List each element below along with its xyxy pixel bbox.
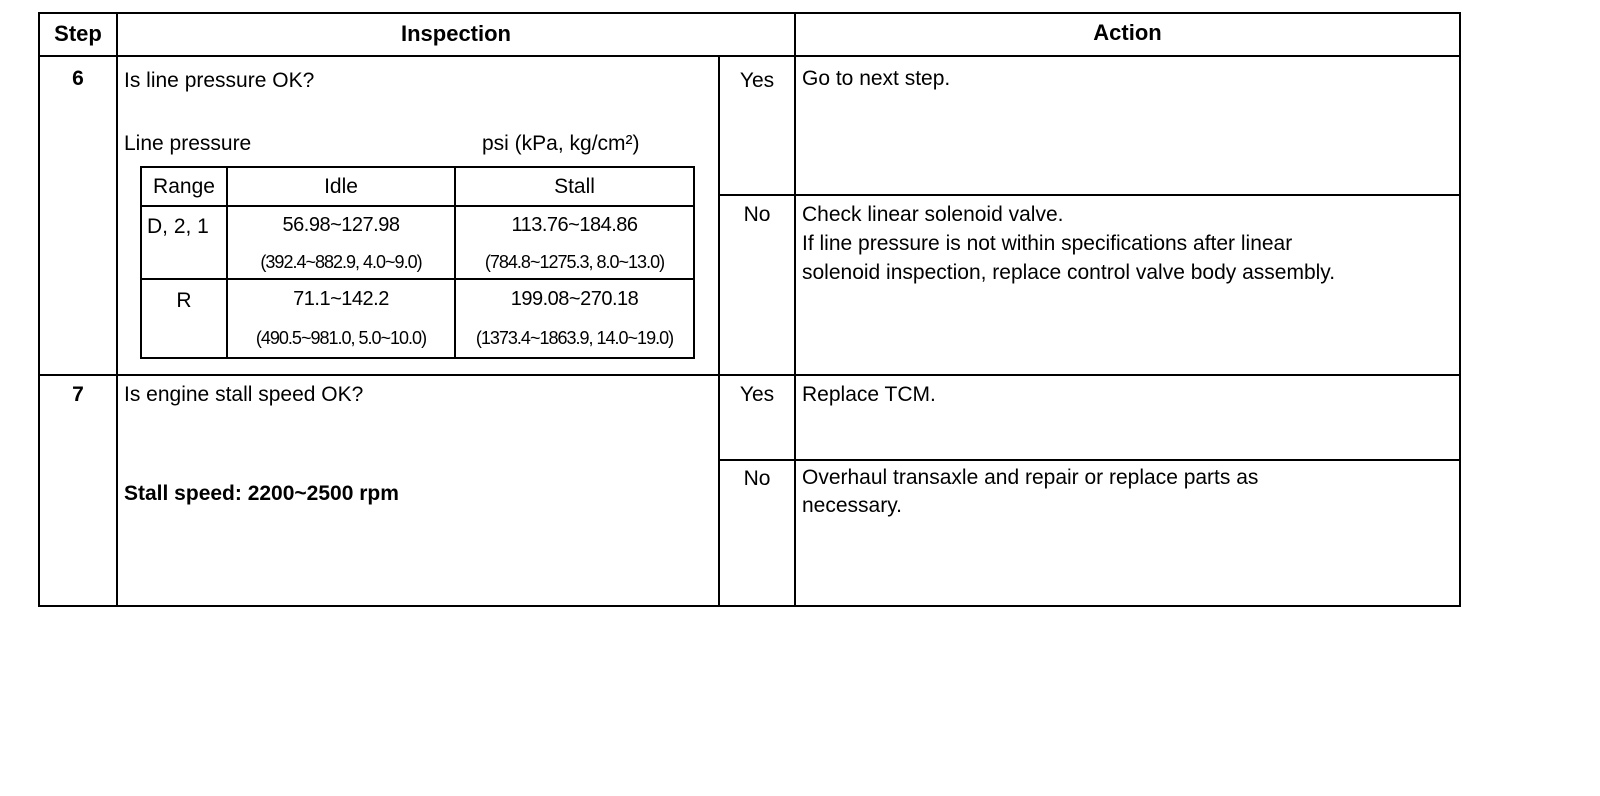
yes-label: Yes xyxy=(739,69,775,92)
subtable-idle-value: 56.98~127.98 xyxy=(282,214,400,236)
yesno-column-divider xyxy=(718,56,720,607)
header-bottom-border xyxy=(38,55,1461,57)
subtable-header-stall: Stall xyxy=(554,175,595,198)
subtable-stall-metric: (784.8~1275.3, 8.0~13.0) xyxy=(484,252,665,272)
subtable-line xyxy=(140,357,695,359)
subtable-idle-metric: (490.5~981.0, 5.0~10.0) xyxy=(255,328,427,348)
yes-label: Yes xyxy=(739,383,775,406)
table-left-border xyxy=(38,12,40,607)
step-number: 7 xyxy=(72,383,84,406)
no-label: No xyxy=(743,203,771,226)
table-right-border xyxy=(1459,12,1461,607)
row7-yes-no-divider xyxy=(719,459,1461,461)
stall-speed-spec: Stall speed: 2200~2500 rpm xyxy=(124,482,399,505)
inspection-question: Is engine stall speed OK? xyxy=(124,383,364,406)
no-action-line: Check linear solenoid valve. xyxy=(802,203,1064,226)
header-inspection: Inspection xyxy=(400,21,511,46)
subtable-range-cell: R xyxy=(176,289,192,312)
table-bottom-border xyxy=(38,605,1461,607)
subtable-line xyxy=(140,166,695,168)
no-action-line: If line pressure is not within specifications after linear xyxy=(802,232,1293,255)
subtable-line xyxy=(693,166,695,359)
row6-yes-no-divider xyxy=(719,194,1461,196)
no-action-line: necessary. xyxy=(802,494,902,517)
subtable-header-idle: Idle xyxy=(324,175,358,198)
subtable-stall-metric: (1373.4~1863.9, 14.0~19.0) xyxy=(475,328,674,348)
subtable-stall-value: 199.08~270.18 xyxy=(510,288,639,310)
no-action-line: solenoid inspection, replace control valve body assembly. xyxy=(802,261,1336,284)
spec-unit: psi (kPa, kg/cm²) xyxy=(482,132,640,155)
no-label: No xyxy=(743,467,771,490)
subtable-range-cell: D, 2, 1 xyxy=(147,215,209,238)
table-top-border xyxy=(38,12,1461,14)
header-step: Step xyxy=(54,21,102,46)
header-action: Action xyxy=(1093,20,1162,45)
yes-action: Replace TCM. xyxy=(802,383,936,406)
no-action-line: Overhaul transaxle and repair or replace parts as xyxy=(802,466,1259,489)
spec-label: Line pressure xyxy=(124,132,252,155)
yes-action: Go to next step. xyxy=(802,67,951,90)
subtable-idle-metric: (392.4~882.9, 4.0~9.0) xyxy=(260,252,422,272)
subtable-line xyxy=(140,205,695,207)
action-column-divider xyxy=(794,12,796,607)
step-number: 6 xyxy=(72,67,84,90)
subtable-idle-value: 71.1~142.2 xyxy=(293,288,389,310)
row6-bottom-border xyxy=(38,374,1461,376)
subtable-header-range: Range xyxy=(153,175,215,198)
subtable-line xyxy=(140,278,695,280)
inspection-question: Is line pressure OK? xyxy=(124,69,315,92)
subtable-stall-value: 113.76~184.86 xyxy=(511,214,638,236)
step-column-divider xyxy=(116,12,118,607)
